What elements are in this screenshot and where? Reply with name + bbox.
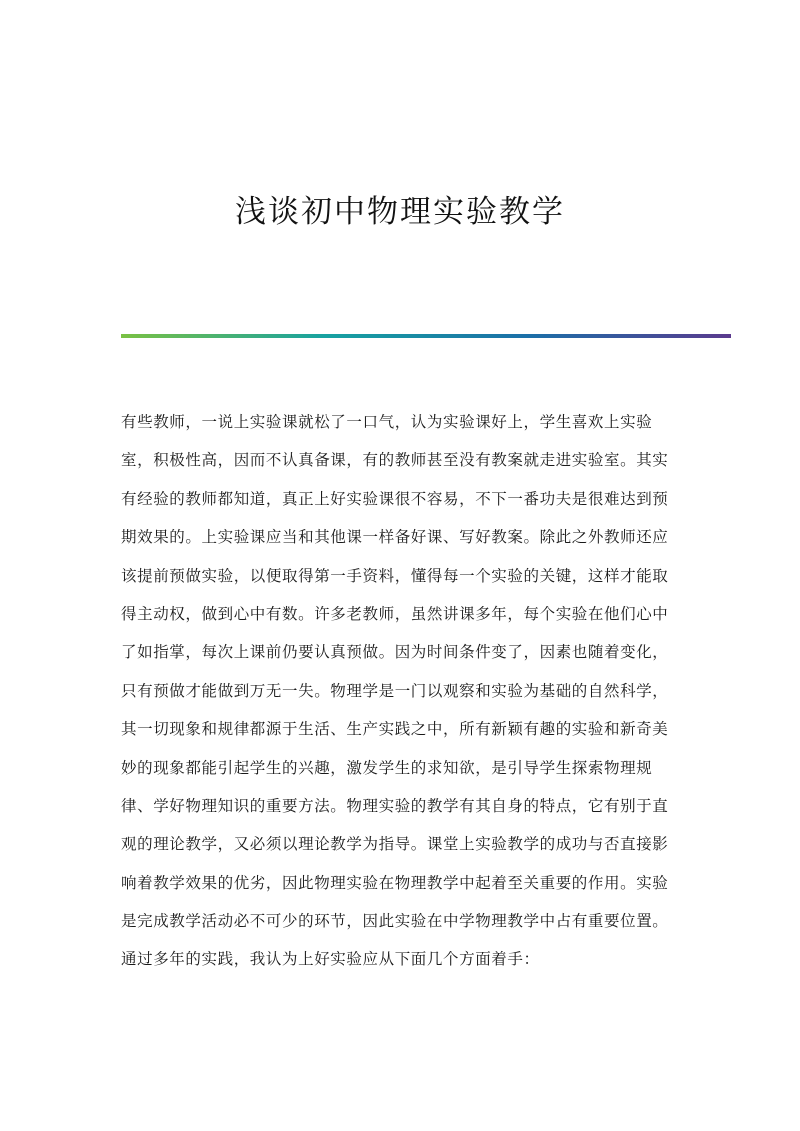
- paragraph-line: 律、学好物理知识的重要方法。物理实验的教学有其自身的特点，它有别于直: [121, 796, 669, 815]
- paragraph-line: 了如指掌，每次上课前仍要认真预做。因为时间条件变了，因素也随着变化，: [121, 643, 669, 662]
- paragraph-line: 有经验的教师都知道，真正上好实验课很不容易，不下一番功夫是很难达到预: [121, 489, 669, 508]
- body-paragraph: [121, 403, 681, 979]
- document-title: 浅谈初中物理实验教学: [235, 194, 565, 230]
- paragraph-line: 得主动权，做到心中有数。许多老教师，虽然讲课多年，每个实验在他们心中: [121, 604, 669, 623]
- paragraph-line: 只有预做才能做到万无一失。物理学是一门以观察和实验为基础的自然科学，: [121, 681, 669, 700]
- paragraph-line: 观的理论教学，又必须以理论教学为指导。课堂上实验教学的成功与否直接影: [121, 835, 669, 854]
- paragraph-line: 期效果的。上实验课应当和其他课一样备好课、写好教案。除此之外教师还应: [121, 528, 669, 547]
- title-divider: [121, 334, 731, 338]
- paragraph-line: 室，积极性高，因而不认真备课，有的教师甚至没有教案就走进实验室。其实: [121, 451, 669, 470]
- paragraph-line: 该提前预做实验，以便取得第一手资料，懂得每一个实验的关键，这样才能取: [121, 566, 669, 585]
- paragraph-line: 通过多年的实践，我认为上好实验应从下面几个方面着手：: [121, 950, 540, 969]
- paragraph-line: 妙的现象都能引起学生的兴趣，激发学生的求知欲，是引导学生探索物理规: [121, 758, 653, 777]
- paragraph-line: 有些教师，一说上实验课就松了一口气，认为实验课好上，学生喜欢上实验: [121, 413, 653, 431]
- paragraph-line: 其一切现象和规律都源于生活、生产实践之中，所有新颖有趣的实验和新奇美: [121, 720, 669, 739]
- paragraph-line: 是完成教学活动必不可少的环节，因此实验在中学物理教学中占有重要位置。: [121, 912, 669, 931]
- paragraph-line: 响着教学效果的优劣，因此物理实验在物理教学中起着至关重要的作用。实验: [121, 873, 669, 892]
